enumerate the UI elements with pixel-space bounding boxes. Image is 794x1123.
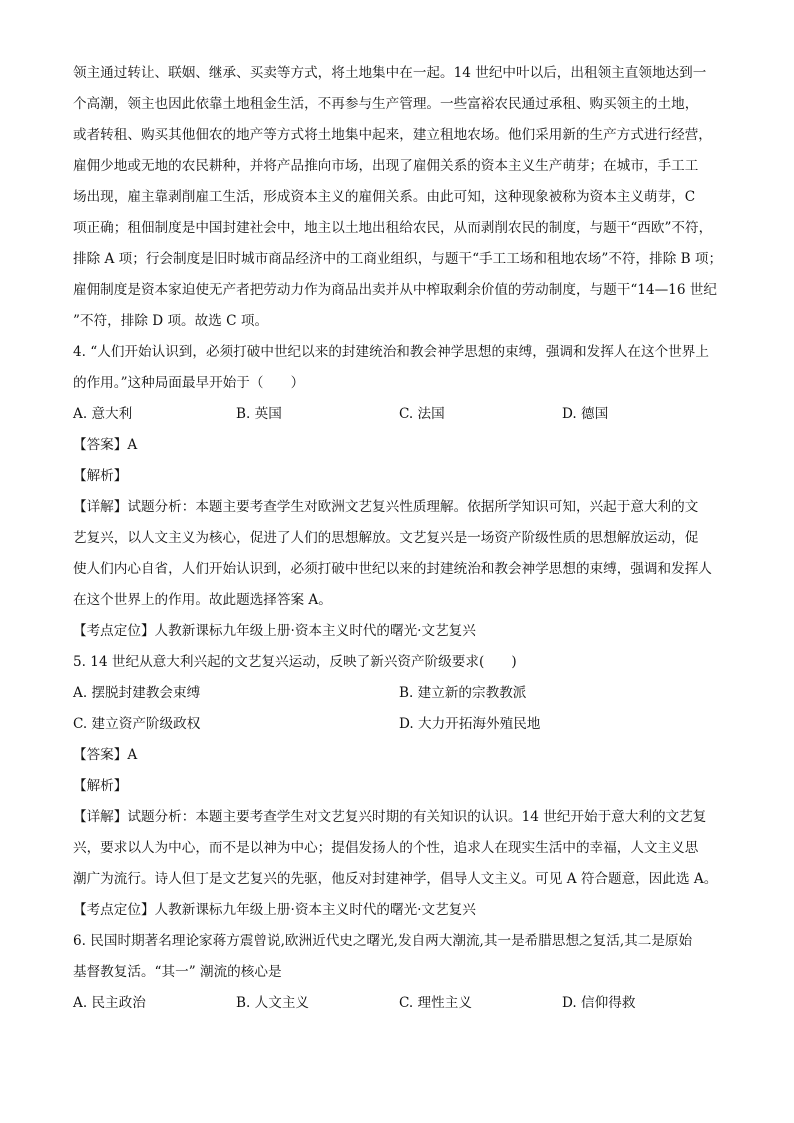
option-c: C. 法国 xyxy=(399,406,445,422)
question-stem-line: 5. 14 世纪从意大利兴起的文艺复兴运动，反映了新兴资产阶级要求( ) xyxy=(73,654,517,670)
document-page xyxy=(73,58,725,1019)
answer-line xyxy=(73,430,725,461)
knowledge-point: 【考点定位】人教新课标九年级上册·资本主义时代的曙光·文艺复兴 xyxy=(73,902,476,918)
answer-label: 【答案】 xyxy=(73,747,128,763)
option-b: B. 人文主义 xyxy=(236,995,310,1011)
detail-line: 潮广为流行。诗人但丁是文艺复兴的先驱，他反对封建神学，倡导人文主义。可见 A 符合题意，因此选 A。 xyxy=(73,871,718,887)
answer-value: A xyxy=(127,437,138,453)
explanation-line: 雇佣少地或无地的农民耕种，并将产品推向市场，出现了雇佣关系的资本主义生产萌芽；在城市，手工工 xyxy=(73,158,699,174)
previous-question-explanation xyxy=(73,58,725,337)
detail-line: 艺复兴，以人文主义为核心，促进了人们的思想解放。文艺复兴是一场资产阶级性质的思想解放运动，促 xyxy=(73,530,699,546)
option-list xyxy=(73,399,725,430)
option-d: D. 德国 xyxy=(562,406,609,422)
explanation-line: 项正确；租佃制度是中国封建社会中，地主以土地出租给农民，从而剥削农民的制度，与题干“西欧”不符， xyxy=(73,220,713,236)
option-c: C. 理性主义 xyxy=(399,995,472,1011)
answer-label: 【答案】 xyxy=(73,437,128,453)
question-stem-line: 6. 民国时期著名理论家蒋方震曾说,欧洲近代史之曙光,发自两大潮流,其一是希腊思想之复活,其二是原始 xyxy=(73,933,693,949)
option-c: C. 建立资产阶级政权 xyxy=(73,716,201,732)
option-a: A. 民主政治 xyxy=(73,995,146,1011)
detail-line: 兴，要求以人为中心，而不是以神为中心；提倡发扬人的个性，追求人在现实生活中的幸福，人文主义思 xyxy=(73,840,699,856)
analysis-label: 【解析】 xyxy=(73,468,128,484)
question-stem-line: 4. “人们开始认识到，必须打破中世纪以来的封建统治和教会神学思想的束缚，强调和发挥人在这个世界上 xyxy=(73,344,709,360)
option-d: D. 大力开拓海外殖民地 xyxy=(399,716,541,732)
explanation-line: 场出现，雇主靠剥削雇工生活，形成资本主义的雇佣关系。由此可知，这种现象被称为资本主义萌芽，C xyxy=(73,189,696,205)
question-5 xyxy=(73,647,725,926)
analysis-label: 【解析】 xyxy=(73,778,128,794)
explanation-line: 排除 A 项；行会制度是旧时城市商品经济中的工商业组织，与题干“手工工场和租地农场”不符，排除 B 项； xyxy=(73,251,723,267)
detail-line: 在这个世界上的作用。故此题选择答案 A。 xyxy=(73,592,332,608)
answer-value: A xyxy=(127,747,138,763)
option-d: D. 信仰得救 xyxy=(562,995,636,1011)
answer-line xyxy=(73,740,725,771)
question-stem-line: 基督教复活。“其一” 潮流的核心是 xyxy=(73,964,282,980)
option-list xyxy=(73,678,725,740)
question-stem-line: 的作用。”这种局面最早开始于（ ） xyxy=(73,375,305,391)
option-a: A. 意大利 xyxy=(73,406,133,422)
explanation-line: ”不符，排除 D 项。故选 C 项。 xyxy=(73,313,269,329)
question-4 xyxy=(73,337,725,647)
detail-line: 【详解】试题分析：本题主要考查学生对欧洲文艺复兴性质理解。依据所学知识可知，兴起于意大利的文 xyxy=(73,499,699,515)
detail-line: 【详解】试题分析：本题主要考查学生对文艺复兴时期的有关知识的认识。14 世纪开始于意大利的文艺复 xyxy=(73,809,707,825)
explanation-line: 个高潮，领主也因此依靠土地租金生活，不再参与生产管理。一些富裕农民通过承租、购买领主的土地， xyxy=(73,96,699,112)
detail-line: 使人们内心自省，人们开始认识到，必须打破中世纪以来的封建统治和教会神学思想的束缚，强调和发挥人 xyxy=(73,561,712,577)
option-b: B. 英国 xyxy=(236,406,282,422)
knowledge-point: 【考点定位】人教新课标九年级上册·资本主义时代的曙光·文艺复兴 xyxy=(73,623,476,639)
question-6 xyxy=(73,926,725,1019)
option-list xyxy=(73,988,725,1019)
explanation-line: 雇佣制度是资本家迫使无产者把劳动力作为商品出卖并从中榨取剩余价值的劳动制度，与题干“14—16 世纪 xyxy=(73,282,717,298)
explanation-line: 领主通过转让、联姻、继承、买卖等方式，将土地集中在一起。14 世纪中叶以后，出租领主直领地达到一 xyxy=(73,65,707,81)
option-a: A. 摆脱封建教会束缚 xyxy=(73,685,201,701)
option-b: B. 建立新的宗教教派 xyxy=(399,685,527,701)
explanation-line: 或者转租、购买其他佃农的地产等方式将土地集中起来，建立租地农场。他们采用新的生产方式进行经营， xyxy=(73,127,712,143)
